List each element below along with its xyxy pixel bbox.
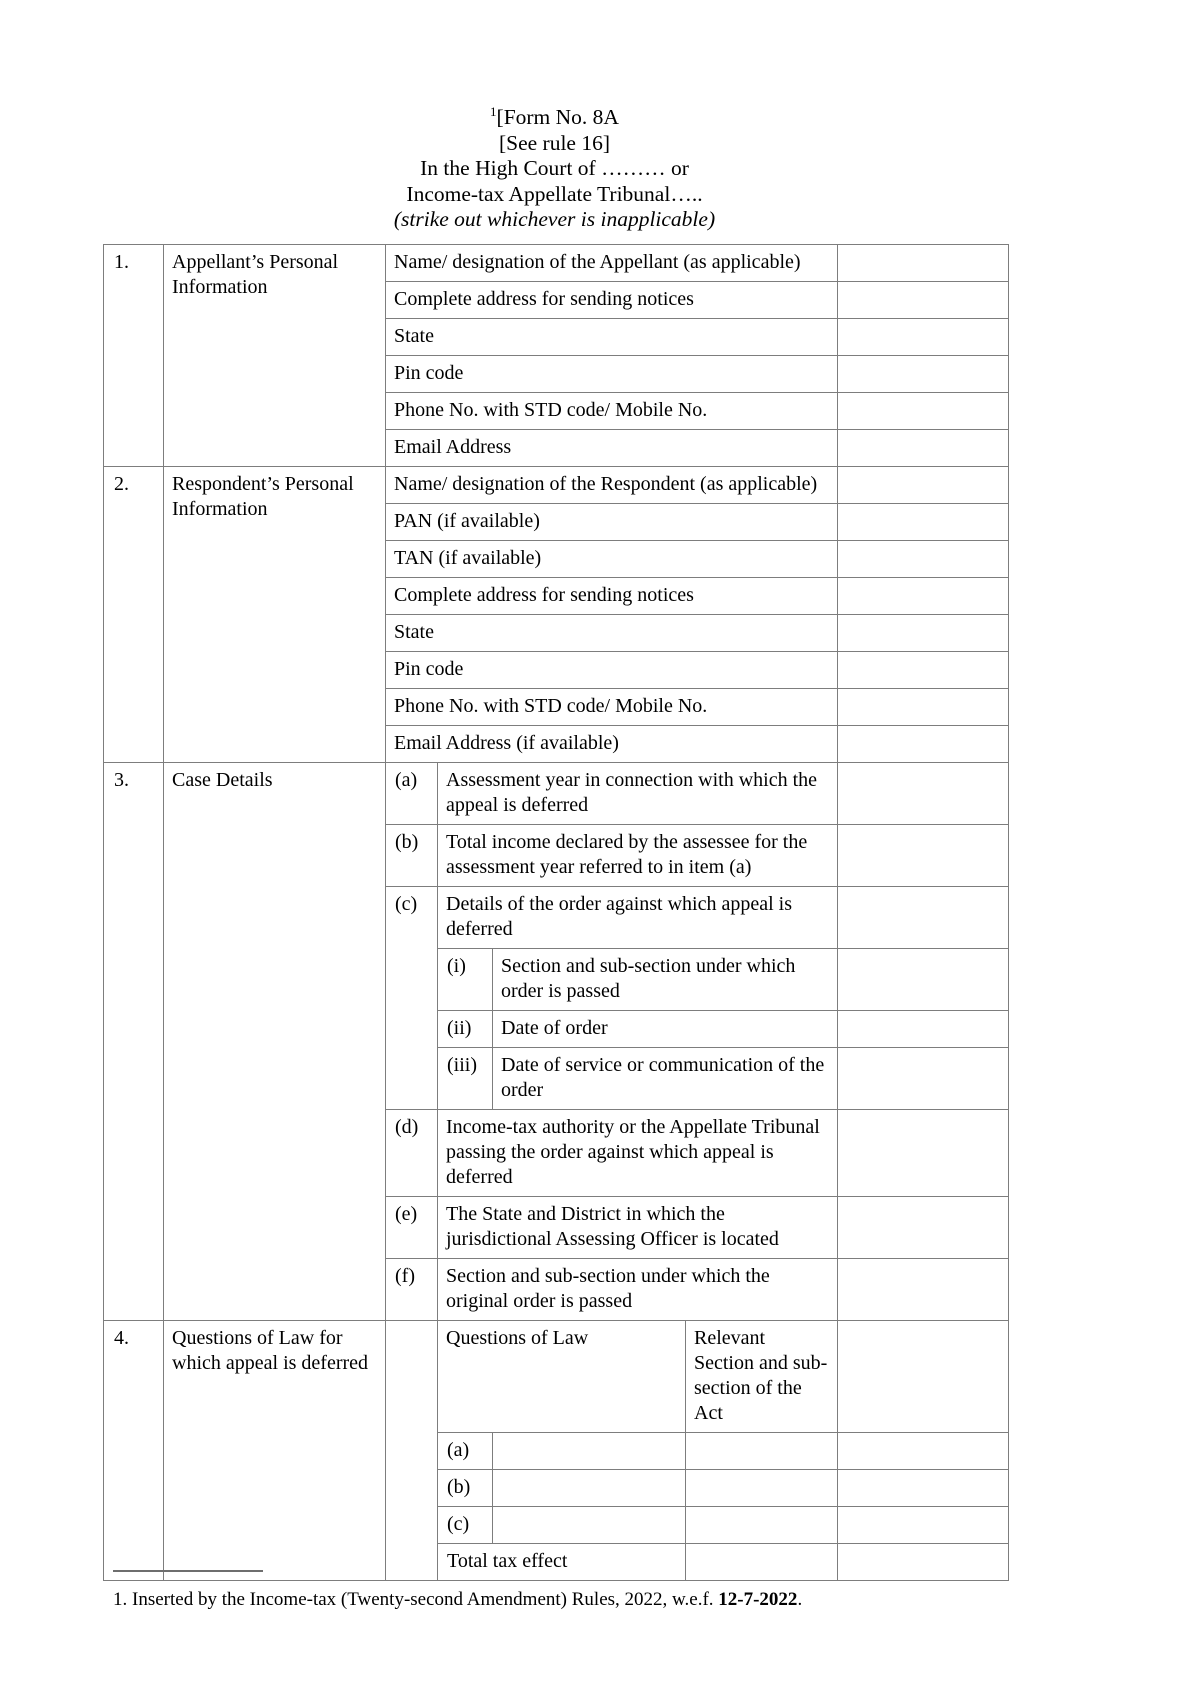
question-value-4b[interactable] — [838, 1470, 1009, 1507]
table-row — [104, 245, 1009, 282]
column-header-value — [838, 1321, 1009, 1433]
question-text-4c[interactable] — [493, 1507, 686, 1544]
item-label-3b: (b) — [386, 825, 438, 887]
heading-line-rule: [See rule 16] — [498, 130, 611, 155]
total-tax-effect-value[interactable] — [838, 1544, 1009, 1581]
field-value-respondent-tan[interactable] — [838, 541, 1009, 578]
field-value-respondent-state[interactable] — [838, 615, 1009, 652]
footnote-marker-superscript: 1 — [490, 103, 497, 119]
question-section-4c[interactable] — [686, 1507, 838, 1544]
item-label-3a: (a) — [386, 763, 438, 825]
item-value-3b[interactable] — [838, 825, 1009, 887]
question-text-4b[interactable] — [493, 1470, 686, 1507]
subitem-label-3c-i: (i) — [438, 949, 493, 1011]
heading-line-form-no — [103, 105, 1006, 131]
subitem-label-3c-ii: (ii) — [438, 1011, 493, 1048]
field-label-respondent-address: Complete address for sending notices — [386, 578, 838, 615]
question-section-4b[interactable] — [686, 1470, 838, 1507]
column-header-questions-of-law: Questions of Law — [438, 1321, 686, 1433]
footnote-separator-rule — [113, 1570, 263, 1572]
subitem-text-3c-i: Section and sub-section under which order is passed — [493, 949, 838, 1011]
field-value-respondent-pincode[interactable] — [838, 652, 1009, 689]
field-value-appellant-name[interactable] — [838, 245, 1009, 282]
field-value-respondent-address[interactable] — [838, 578, 1009, 615]
total-tax-effect-label: Total tax effect — [438, 1544, 686, 1581]
field-label-respondent-phone: Phone No. with STD code/ Mobile No. — [386, 689, 838, 726]
field-label-respondent-pan: PAN (if available) — [386, 504, 838, 541]
field-label-respondent-email: Email Address (if available) — [386, 726, 838, 763]
subitem-text-3c-ii: Date of order — [493, 1011, 838, 1048]
question-value-4c[interactable] — [838, 1507, 1009, 1544]
form-heading — [103, 105, 1006, 233]
section-category-2: Respondent’s Personal Information — [164, 467, 386, 763]
field-value-appellant-state[interactable] — [838, 319, 1009, 356]
field-label-respondent-state: State — [386, 615, 838, 652]
footnote-effective-date: 12-7-2022 — [718, 1589, 798, 1610]
item-text-3a: Assessment year in connection with which the appeal is deferred — [438, 763, 838, 825]
item-value-3d[interactable] — [838, 1110, 1009, 1197]
item-text-3e: The State and District in which the jurisdictional Assessing Officer is located — [438, 1197, 838, 1259]
item-label-3e: (e) — [386, 1197, 438, 1259]
field-label-appellant-name: Name/ designation of the Appellant (as applicable) — [386, 245, 838, 282]
subitem-value-3c-iii[interactable] — [838, 1048, 1009, 1110]
field-label-appellant-state: State — [386, 319, 838, 356]
question-text-4a[interactable] — [493, 1433, 686, 1470]
subitem-value-3c-i[interactable] — [838, 949, 1009, 1011]
field-value-respondent-name[interactable] — [838, 467, 1009, 504]
section-category-3: Case Details — [164, 763, 386, 1321]
table-row — [104, 1321, 1009, 1433]
column-header-relevant-section: Relevant Section and sub-section of the Act — [686, 1321, 838, 1433]
section-4-spacer-column — [386, 1321, 438, 1581]
question-label-4c: (c) — [438, 1507, 493, 1544]
item-value-3f[interactable] — [838, 1259, 1009, 1321]
table-row — [104, 763, 1009, 825]
item-text-3c: Details of the order against which appeal is deferred — [438, 887, 838, 949]
heading-form-no-text: [Form No. 8A — [496, 105, 619, 129]
heading-line-high-court: In the High Court of ……… or — [420, 156, 689, 180]
section-category-4: Questions of Law for which appeal is deferred — [164, 1321, 386, 1581]
field-value-appellant-address[interactable] — [838, 282, 1009, 319]
question-section-4a[interactable] — [686, 1433, 838, 1470]
field-label-appellant-address: Complete address for sending notices — [386, 282, 838, 319]
item-text-3f: Section and sub-section under which the original order is passed — [438, 1259, 838, 1321]
total-tax-effect-section[interactable] — [686, 1544, 838, 1581]
section-number-2: 2. — [104, 467, 164, 763]
field-value-respondent-phone[interactable] — [838, 689, 1009, 726]
field-value-appellant-pincode[interactable] — [838, 356, 1009, 393]
footnote-number: 1. — [113, 1589, 128, 1610]
field-label-respondent-pincode: Pin code — [386, 652, 838, 689]
field-label-respondent-name: Name/ designation of the Respondent (as applicable) — [386, 467, 838, 504]
table-row — [104, 467, 1009, 504]
field-label-respondent-tan: TAN (if available) — [386, 541, 838, 578]
question-value-4a[interactable] — [838, 1433, 1009, 1470]
section-number-1: 1. — [104, 245, 164, 467]
field-value-respondent-pan[interactable] — [838, 504, 1009, 541]
item-text-3b: Total income declared by the assessee for the assessment year referred to in item (a) — [438, 825, 838, 887]
section-category-1: Appellant’s Personal Information — [164, 245, 386, 467]
item-value-3e[interactable] — [838, 1197, 1009, 1259]
field-label-appellant-email: Email Address — [386, 430, 838, 467]
item-text-3d: Income-tax authority or the Appellate Tribunal passing the order against which appeal is deferred — [438, 1110, 838, 1197]
question-label-4b: (b) — [438, 1470, 493, 1507]
footnote — [113, 1588, 993, 1612]
item-label-3f: (f) — [386, 1259, 438, 1321]
footnote-text-after: . — [797, 1589, 803, 1610]
field-value-respondent-email[interactable] — [838, 726, 1009, 763]
section-number-3: 3. — [104, 763, 164, 1321]
item-label-3c: (c) — [386, 887, 438, 1110]
item-value-3c[interactable] — [838, 887, 1009, 949]
footnote-text-before: Inserted by the Income-tax (Twenty-second Amendment) Rules, 2022, w.e.f. — [127, 1589, 719, 1610]
heading-line-tribunal: Income-tax Appellate Tribunal….. — [406, 181, 703, 206]
item-label-3d: (d) — [386, 1110, 438, 1197]
field-value-appellant-phone[interactable] — [838, 393, 1009, 430]
question-label-4a: (a) — [438, 1433, 493, 1470]
subitem-label-3c-iii: (iii) — [438, 1048, 493, 1110]
field-value-appellant-email[interactable] — [838, 430, 1009, 467]
section-number-4: 4. — [104, 1321, 164, 1581]
subitem-value-3c-ii[interactable] — [838, 1011, 1009, 1048]
appeal-form-table — [103, 244, 1009, 1581]
item-value-3a[interactable] — [838, 763, 1009, 825]
heading-line-strike-out-note: (strike out whichever is inapplicable) — [393, 207, 716, 231]
field-label-appellant-phone: Phone No. with STD code/ Mobile No. — [386, 393, 838, 430]
field-label-appellant-pincode: Pin code — [386, 356, 838, 393]
subitem-text-3c-iii: Date of service or communication of the order — [493, 1048, 838, 1110]
